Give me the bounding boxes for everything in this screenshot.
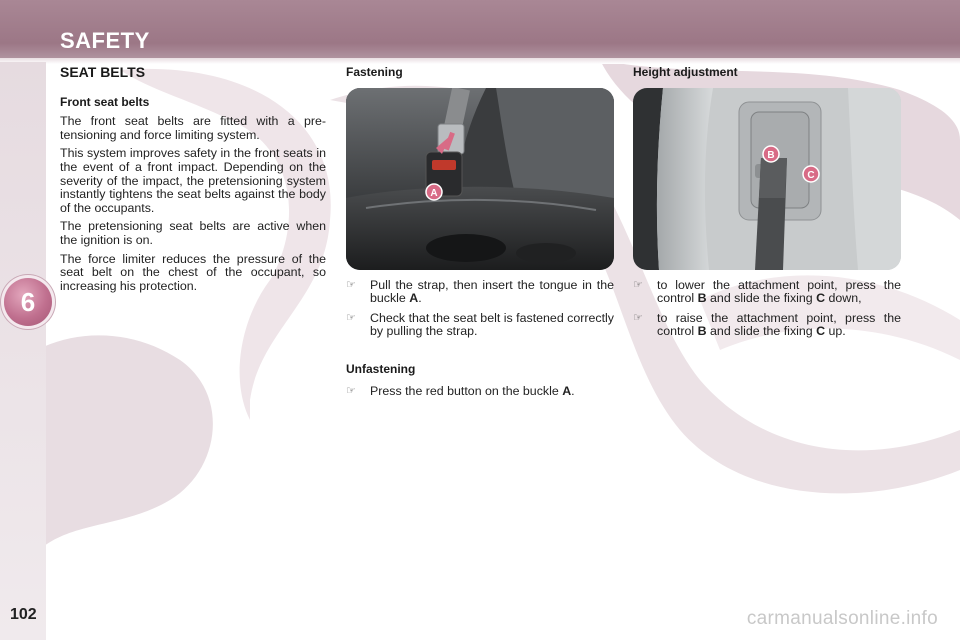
bullet-pull-strap: ☞ Pull the strap, then insert the tongue in the buckle A. [346, 277, 614, 306]
paragraph-system: This system improves safety in the front seats in the event of a front impact. Depending on the severity of the impact, the pretensioning system instantly tightens the seat belts against the body of the occupants. [60, 146, 326, 215]
heading-unfastening: Unfastening [346, 361, 416, 376]
pointing-hand-icon: ☞ [346, 278, 356, 291]
column-seat-belts [60, 66, 326, 298]
label-c: C [807, 169, 815, 181]
subheading-front-seat-belts: Front seat belts [60, 94, 150, 109]
heading-fastening: Fastening [346, 65, 403, 79]
section-title: SAFETY [60, 28, 150, 53]
pointing-hand-icon: ☞ [346, 384, 356, 397]
photo-height-adjuster [633, 88, 901, 270]
label-a: A [430, 187, 438, 199]
photo-seat-belt-buckle [346, 88, 614, 270]
bullet-lower-attachment: ☞ to lower the attachment point, press the control B and slide the fixing C down, [633, 277, 901, 306]
bullet-check-fastened: ☞ Check that the seat belt is fastened correctly by pulling the strap. [346, 310, 614, 339]
paragraph-active: The pretensioning seat belts are active when the ignition is on. [60, 219, 326, 247]
paragraph-intro: The front seat belts are fitted with a pre-tensioning and force limiting system. [60, 114, 326, 142]
label-b: B [767, 149, 775, 161]
pointing-hand-icon: ☞ [633, 311, 643, 324]
paragraph-force-limiter: The force limiter reduces the pressure of the seat belt on the chest of the occupant, so increasing his protection. [60, 251, 326, 293]
chapter-badge [4, 278, 52, 326]
bullet-raise-attachment: ☞ to raise the attachment point, press the control B and slide the fixing C up. [633, 310, 901, 339]
heading-seat-belts: SEAT BELTS [60, 64, 146, 80]
heading-height-adjustment: Height adjustment [633, 65, 738, 79]
column-height-adjustment [633, 66, 901, 345]
column-fastening [346, 66, 614, 404]
pointing-hand-icon: ☞ [346, 311, 356, 324]
pointing-hand-icon: ☞ [633, 278, 643, 291]
watermark: carmanualsonline.info [746, 608, 938, 629]
bullet-press-red-button: ☞ Press the red button on the buckle A. [346, 383, 575, 398]
chapter-number: 6 [20, 286, 36, 317]
page-number: 102 [10, 606, 37, 623]
left-margin-strip [0, 62, 46, 640]
